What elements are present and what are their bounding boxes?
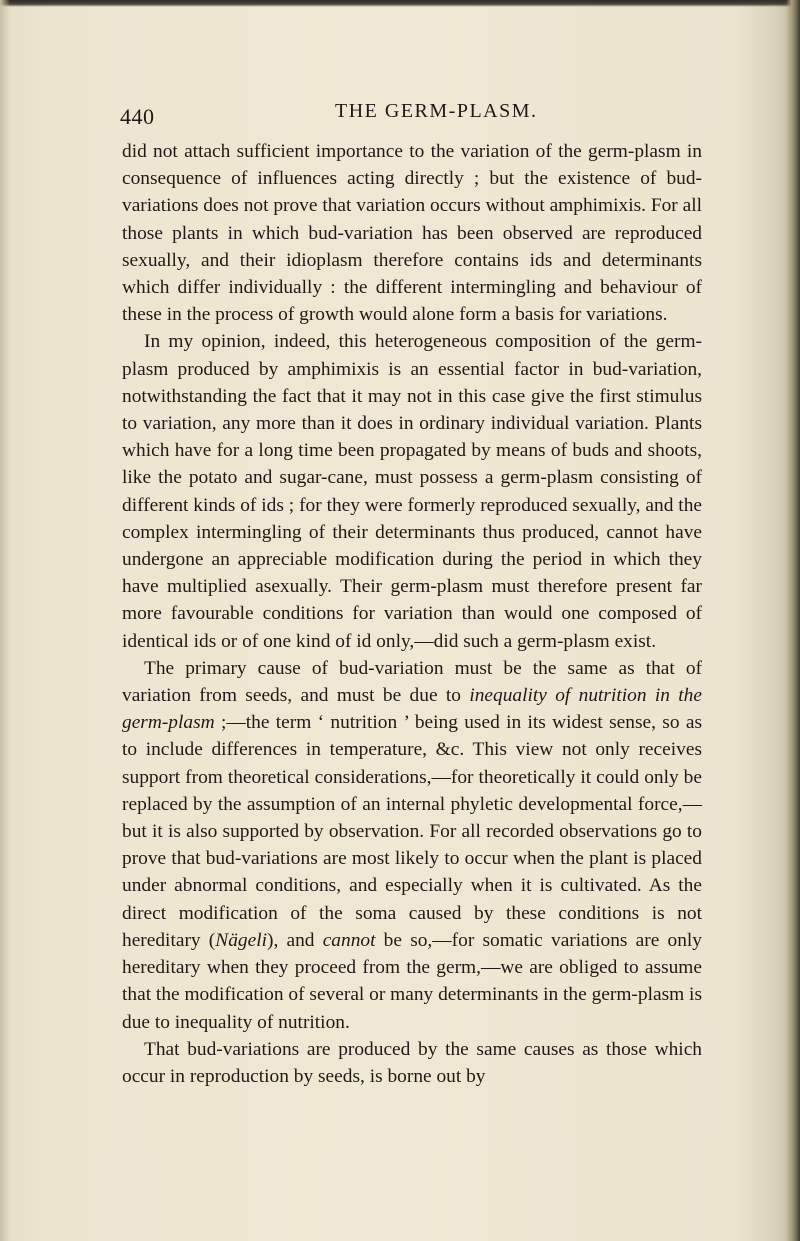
- paragraph: [122, 655, 702, 1036]
- paragraph: [122, 328, 702, 654]
- page-number: 440: [120, 104, 155, 129]
- italic-text-run: inequality of nutrition in the germ-plasm: [122, 685, 702, 734]
- italic-text-run: Nägeli: [215, 929, 267, 951]
- text-run: In my opinion, indeed, this heterogeneous composition of the germ-plasm produced by amphimixis is an essential factor in bud-variation, notwithstanding the fact that it may not in this case give the first stimulus to variation, any more than it does in ordinary individual variation. Plants which have for a long time been propagated by means of buds and shoots, like the potato and sugar-cane, must possess a germ-plasm consisting of different kinds of ids ; for they were formerly reproduced sexually, and the complex intermingling of their determinants thus produced, cannot have undergone an appreciable modification during the period in which they have multiplied asexually. Their germ-plasm must therefore present far more favourable conditions for variation than would one composed of identical ids or of one kind of id only,—did such a germ-plasm exist.: [122, 331, 702, 652]
- page-header: [120, 96, 740, 130]
- text-run: The primary cause of bud-variation must be the same as that of variation from seeds, and must be due to: [122, 657, 702, 707]
- running-head: THE GERM-PLASM.: [335, 100, 538, 122]
- page-top-shadow: [0, 0, 800, 7]
- text-run: be so,—for somatic variations are only hereditary when they proceed from the germ,—we are obliged to assume that the modification of several or many determinants in the germ-plasm is due to inequality of nutrition.: [122, 929, 703, 1033]
- paragraph: [122, 138, 702, 328]
- page-right-edge: [786, 0, 800, 1241]
- italic-text-run: cannot: [322, 929, 376, 951]
- text-run: ;—the term ‘ nutrition ’ being used in its widest sense, so as to include differences in temperature, &c. This view not only receives support from theoretical considerations,—for theoretically it could only be replaced by the assumption of an internal phyletic developmental force,—but it is also supported by observation. For all recorded observations go to prove that bud-variations are most likely to occur when the plant is placed under abnormal conditions, and especially when it is cultivated. As the direct modification of the soma caused by these conditions is not hereditary (: [122, 712, 702, 951]
- text-run: did not attach sufficient importance to the variation of the germ-plasm in consequence of influences acting directly ; but the existence of bud-variations does not prove that variation occurs without amphimixis. For all those plants in which bud-variation has been observed are reproduced sexually, and their idioplasm therefore contains ids and determinants which differ individually : the different intermingling and behaviour of these in the process of growth would alone form a basis for variations.: [122, 141, 702, 326]
- text-run: That bud-variations are produced by the same causes as those which occur in reproduction by seeds, is borne out by: [122, 1038, 702, 1087]
- paragraph: [122, 1036, 702, 1090]
- page-left-edge: [0, 0, 10, 1241]
- body-text: [122, 138, 702, 1090]
- text-run: ), and: [266, 929, 323, 951]
